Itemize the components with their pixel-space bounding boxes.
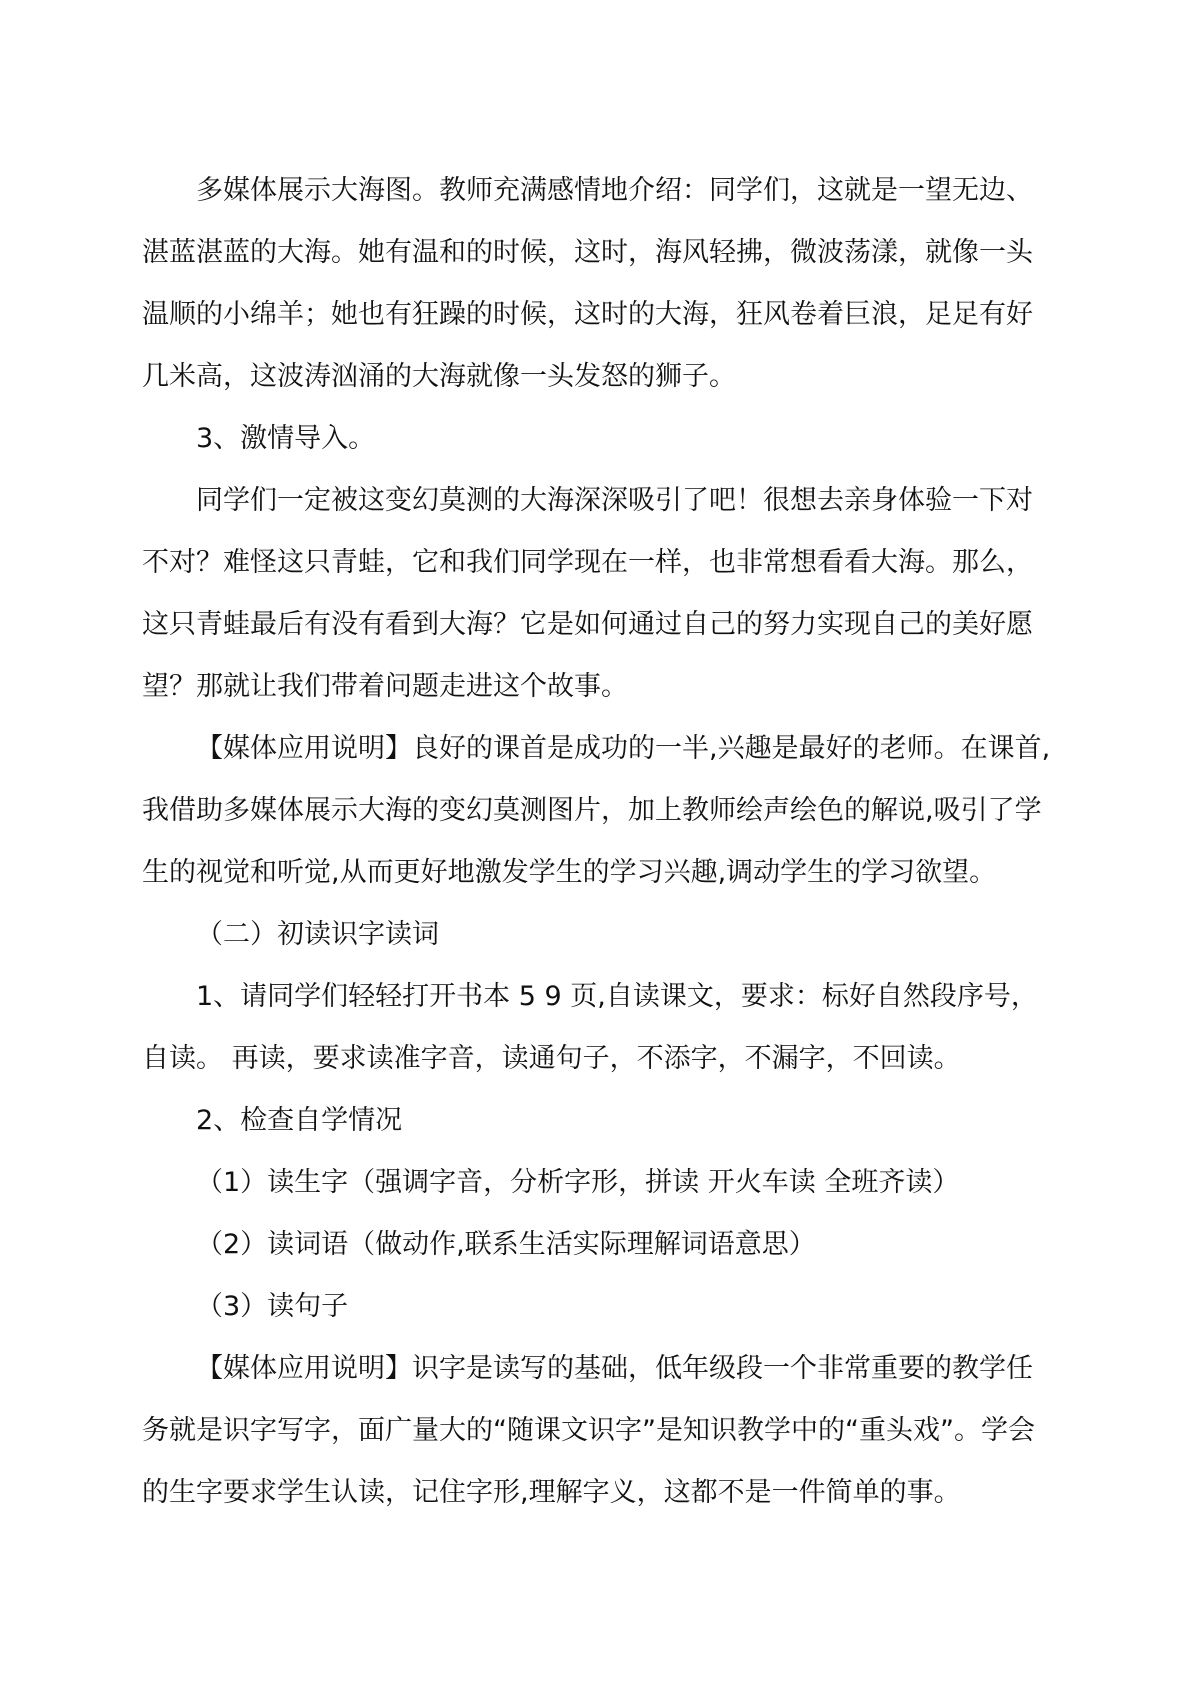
paragraph-media-note-1: 【媒体应用说明】良好的课首是成功的一半,兴趣是最好的老师。在课首,我借助多媒体展示大海的变幻莫测图片，加上教师绘声绘色的解说,吸引了学生的视觉和听觉,从而更好地激发学生的学习兴趣,调动学生的学习欲望。 [142,733,1051,888]
list-item-read-characters: （1）读生字（强调字音，分析字形，拼读 开火车读 全班齐读） [196,1167,960,1198]
list-item-read-words: （2）读词语（做动作,联系生活实际理解词语意思） [196,1229,816,1260]
heading-passionate-intro: 3、激情导入。 [196,423,376,454]
heading-first-reading: （二）初读识字读词 [196,919,439,950]
paragraph-media-note-2: 【媒体应用说明】识字是读写的基础，低年级段一个非常重要的教学任务就是识字写字，面广量大的“随课文识字”是知识教学中的“重头戏”。学会的生字要求学生认读，记住字形,理解字义，这都不是一件简单的事。 [142,1353,1035,1508]
document-body [142,160,1057,1524]
paragraph-reading-task: 1、请同学们轻轻打开书本 5 9 页,自读课文，要求：标好自然段序号，自读。 再读，要求读准字音，读通句子，不添字，不漏字，不回读。 [142,981,1038,1074]
paragraph-ocean-intro: 多媒体展示大海图。教师充满感情地介绍：同学们，这就是一望无边、湛蓝湛蓝的大海。她有温和的时候，这时，海风轻拂，微波荡漾，就像一头温顺的小绵羊；她也有狂躁的时候，这时的大海，狂风卷着巨浪，足足有好几米高，这波涛汹涌的大海就像一头发怒的狮子。 [142,175,1033,392]
heading-self-study-check: 2、检查自学情况 [196,1105,403,1136]
list-item-read-sentences: （3）读句子 [196,1291,349,1322]
paragraph-frog-story: 同学们一定被这变幻莫测的大海深深吸引了吧！很想去亲身体验一下对不对？难怪这只青蛙，它和我们同学现在一样，也非常想看看大海。那么，这只青蛙最后有没有看到大海？它是如何通过自己的努力实现自己的美好愿望？那就让我们带着问题走进这个故事。 [142,485,1033,702]
